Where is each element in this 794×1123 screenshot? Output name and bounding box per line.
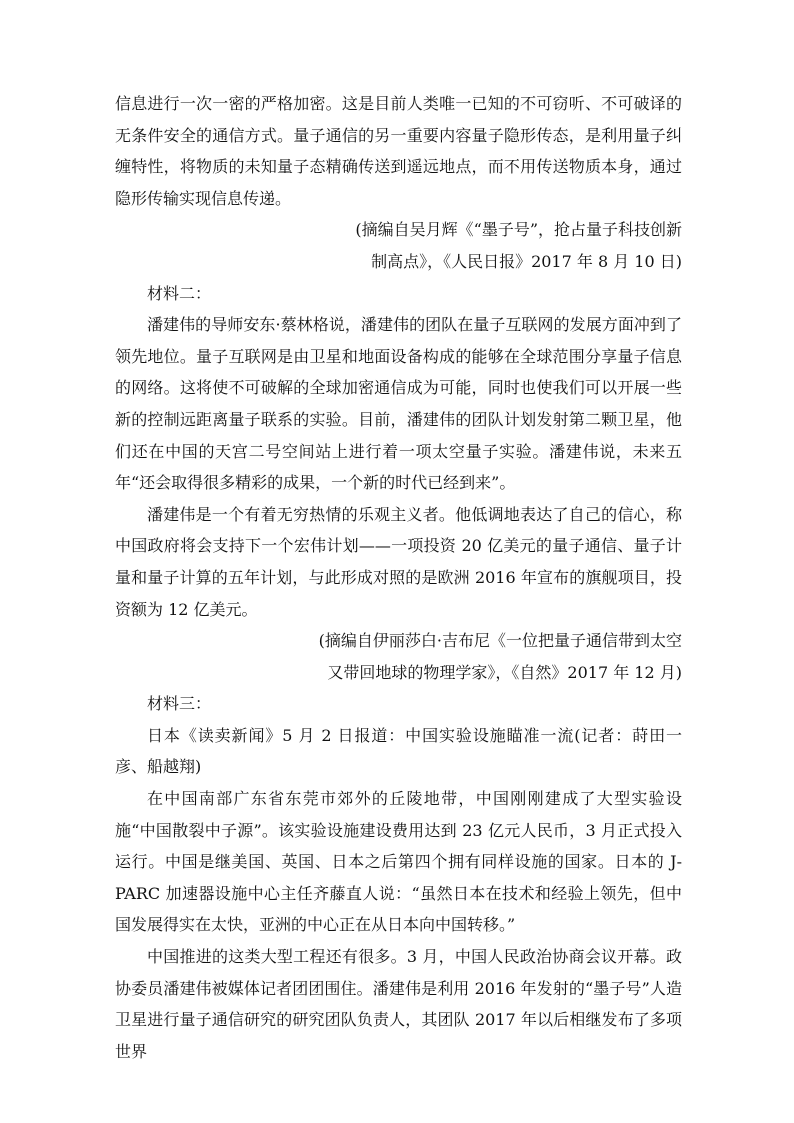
- source-2-line-1: (摘编自伊丽莎白·吉布尼《一位把量子通信带到太空: [318, 631, 682, 651]
- source-1-line-2: 制高点》，《人民日报》2017 年 8 月 10 日): [371, 251, 682, 271]
- source-2-line-2: 又带回地球的物理学家》，《自然》2017 年 12 月): [327, 662, 682, 682]
- material-3-paragraph-1: 日本《读卖新闻》5 月 2 日报道：中国实验设施瞄准一流(记者：莳田一彦、船越翔): [115, 725, 682, 777]
- material-3-paragraph-3: 中国推进的这类大型工程还有很多。3 月，中国人民政治协商会议开幕。政协委员潘建伟被媒体记者团团围住。潘建伟是利用 2016 年发射的“墨子号”人造卫星进行量子通信研究的研究团队负责人，其团队 2017 年以后相继发布了多项世界: [115, 947, 682, 1061]
- material-2-paragraph-2: 潘建伟是一个有着无穷热情的乐观主义者。他低调地表达了自己的信心，称中国政府将会支持下一个宏伟计划——一项投资 20 亿美元的量子通信、量子计量和量子计算的五年计划，与此形成对照的是欧洲 2016 年宣布的旗舰项目，投资额为 12 亿美元。: [115, 504, 682, 619]
- material-2-heading: 材料二：: [147, 283, 212, 303]
- material-3-paragraph-2: 在中国南部广东省东莞市郊外的丘陵地带，中国刚刚建成了大型实验设施“中国散裂中子源”。该实验设施建设费用达到 23 亿元人民币，3 月正式投入运行。中国是继美国、英国、日本之后第四个拥有同样设施的国家。日本的 J-PARC 加速器设施中心主任齐藤直人说：“虽然日本在技术和经验上领先，但中国发展得实在太快，亚洲的中心正在从日本向中国转移。”: [115, 789, 682, 935]
- material-3-heading: 材料三：: [147, 694, 212, 714]
- document-page: [115, 88, 682, 1067]
- material-2-paragraph-1: 潘建伟的导师安东·蔡林格说，潘建伟的团队在量子互联网的发展方面冲到了领先地位。量子互联网是由卫星和地面设备构成的能够在全球范围分享量子信息的网络。这将使不可破解的全球加密通信成为可能，同时也使我们可以开展一些新的控制远距离量子联系的实验。目前，潘建伟的团队计划发射第二颗卫星，他们还在中国的天宫二号空间站上进行着一项太空量子实验。潘建伟说，未来五年“还会取得很多精彩的成果，一个新的时代已经到来”。: [115, 315, 682, 493]
- paragraph-1: 信息进行一次一密的严格加密。这是目前人类唯一已知的不可窃听、不可破译的无条件安全的通信方式。量子通信的另一重要内容量子隐形传态，是利用量子纠缠特性，将物质的未知量子态精确传送到遥远地点，而不用传送物质本身，通过隐形传输实现信息传递。: [115, 94, 682, 208]
- source-1-line-1: (摘编自吴月辉《“墨子号”，抢占量子科技创新: [355, 220, 682, 240]
